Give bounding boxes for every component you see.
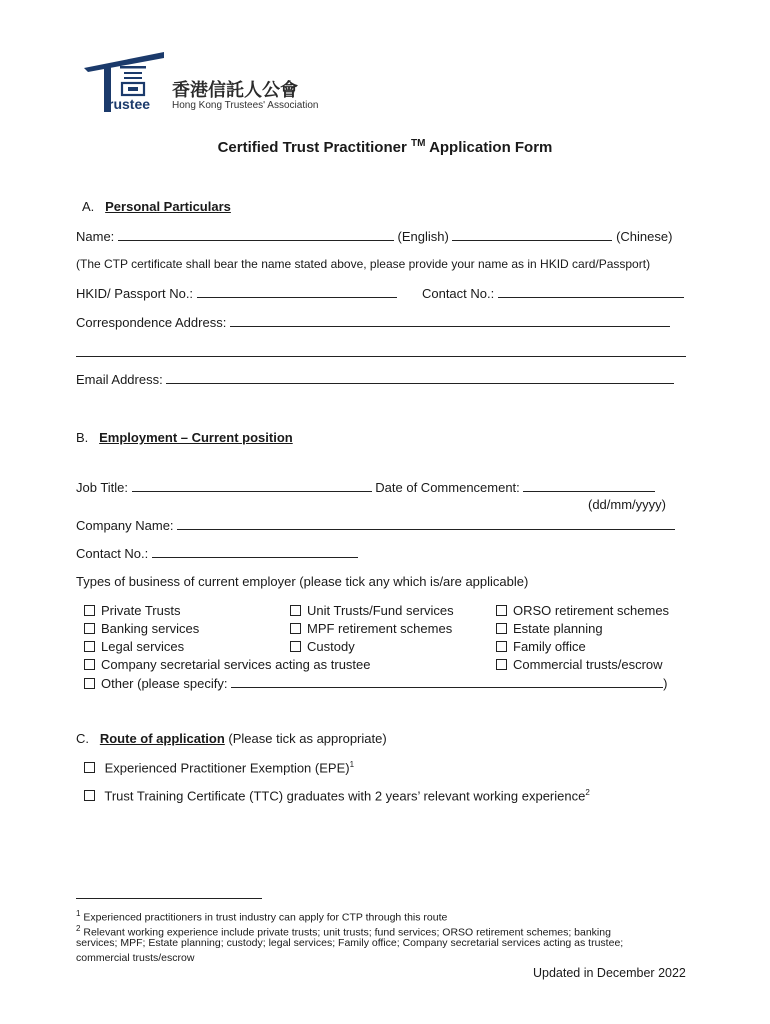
checkbox-icon[interactable] (84, 605, 95, 616)
option-company-secretarial[interactable] (84, 657, 371, 672)
form-title (0, 138, 770, 156)
address-field-2[interactable] (76, 356, 686, 357)
logo-brand-text: rustee (108, 96, 151, 112)
route-epe-label: Experienced Practitioner Exemption (EPE) (104, 760, 350, 776)
logo-chinese-name: 香港信託人公會 (172, 80, 298, 101)
email-label: Email Address: (76, 372, 163, 387)
option-label: Legal services (101, 639, 185, 654)
commencement-label: Date of Commencement: (375, 480, 520, 495)
address-label: Correspondence Address: (76, 315, 227, 330)
updated-date: Updated in December 2022 (533, 966, 686, 980)
section-c-note: (Please tick as appropriate) (228, 731, 387, 746)
section-b-heading (76, 430, 293, 445)
footnote-ref-2: 2 (585, 788, 590, 797)
company-label: Company Name: (76, 518, 174, 533)
footnote-1-text: Experienced practitioners in trust industry can apply for CTP through this route (83, 911, 448, 924)
option-commercial[interactable] (496, 657, 663, 672)
section-b-prefix: B. (76, 430, 89, 445)
employer-contact-label: Contact No.: (76, 546, 149, 561)
checkbox-icon[interactable] (84, 623, 95, 634)
commencement-field[interactable] (523, 479, 655, 492)
name-note: (The CTP certificate shall bear the name stated above, please provide your name as in HKID card/Passport) (76, 257, 651, 271)
option-estate[interactable] (496, 621, 603, 636)
form-title-tm: TM (410, 138, 426, 149)
email-field[interactable] (166, 371, 674, 384)
checkbox-icon[interactable] (84, 641, 95, 652)
logo-english-name: Hong Kong Trustees' Association (172, 100, 319, 111)
option-unit-trusts[interactable] (290, 603, 454, 618)
checkbox-icon[interactable] (496, 659, 507, 670)
business-types-prompt: Types of business of current employer (please tick any which is/are applicable) (76, 574, 529, 589)
form-title-suffix: Application Form (429, 139, 553, 156)
option-label: Private Trusts (101, 603, 181, 618)
other-close-paren: ) (663, 676, 668, 691)
option-label: Other (please specify: (101, 676, 228, 691)
company-row (76, 517, 675, 533)
footnote-2-number: 2 (76, 924, 81, 933)
option-custody[interactable] (290, 639, 355, 654)
option-private-trusts[interactable] (84, 603, 180, 618)
footnote-2-line2: services; MPF; Estate planning; custody; legal services; Family office; Company secretarial services acting as trustee; (76, 937, 624, 949)
option-label: Custody (307, 639, 355, 654)
job-title-label: Job Title: (76, 480, 129, 495)
checkbox-icon[interactable] (84, 790, 95, 801)
contact-label: Contact No.: (421, 286, 495, 301)
checkbox-icon[interactable] (84, 659, 95, 670)
footnote-divider (76, 898, 262, 899)
email-row (76, 371, 674, 387)
checkbox-icon[interactable] (496, 623, 507, 634)
option-banking[interactable] (84, 621, 199, 636)
option-label: ORSO retirement schemes (513, 603, 670, 618)
option-orso[interactable] (496, 603, 669, 618)
form-title-main: Certified Trust Practitioner (217, 139, 407, 156)
hkid-label: HKID/ Passport No.: (76, 286, 194, 301)
option-label: Company secretarial services acting as trustee (101, 657, 371, 672)
address-row (76, 314, 670, 330)
checkbox-icon[interactable] (290, 623, 301, 634)
job-title-field[interactable] (132, 479, 372, 492)
route-epe[interactable] (84, 760, 354, 775)
option-label: Commercial trusts/escrow (513, 657, 663, 672)
checkbox-icon[interactable] (496, 605, 507, 616)
name-row (76, 228, 672, 244)
section-a-prefix: A. (82, 199, 95, 214)
contact-field[interactable] (498, 285, 684, 298)
other-specify-field[interactable] (231, 675, 663, 688)
footnote-1-number: 1 (76, 909, 81, 918)
date-format-hint: (dd/mm/yyyy) (588, 497, 666, 512)
company-field[interactable] (177, 517, 675, 530)
route-ttc[interactable] (84, 788, 590, 803)
option-legal[interactable] (84, 639, 184, 654)
name-label: Name: (76, 229, 115, 244)
option-other[interactable] (84, 675, 667, 691)
checkbox-icon[interactable] (84, 762, 95, 773)
checkbox-icon[interactable] (84, 678, 95, 689)
section-c-title: Route of application (99, 731, 225, 746)
employer-contact-row (76, 545, 358, 561)
name-english-field[interactable] (118, 228, 394, 241)
name-chinese-field[interactable] (452, 228, 612, 241)
route-ttc-label: Trust Training Certificate (TTC) graduates with 2 years’ relevant working experience (104, 788, 586, 804)
option-label: Family office (513, 639, 586, 654)
section-b-title: Employment – Current position (99, 430, 293, 445)
hkid-field[interactable] (197, 285, 397, 298)
english-label: (English) (397, 229, 449, 244)
checkbox-icon[interactable] (290, 605, 301, 616)
footnote-ref-1: 1 (349, 760, 355, 769)
option-family-office[interactable] (496, 639, 586, 654)
section-a-title: Personal Particulars (105, 199, 231, 214)
address-field-1[interactable] (230, 314, 670, 327)
option-label: MPF retirement schemes (307, 621, 453, 636)
section-c-prefix: C. (76, 731, 89, 746)
section-a-heading (82, 199, 231, 214)
option-mpf[interactable] (290, 621, 452, 636)
option-label: Banking services (101, 621, 200, 636)
checkbox-icon[interactable] (290, 641, 301, 652)
section-c-heading (76, 731, 387, 746)
hkid-row (76, 285, 684, 301)
chinese-label: (Chinese) (616, 229, 673, 244)
option-label: Estate planning (513, 621, 603, 636)
option-label: Unit Trusts/Fund services (307, 603, 454, 618)
employer-contact-field[interactable] (152, 545, 358, 558)
footnote-2-text-line1: Relevant working experience include private trusts; unit trusts; fund services; ORSO retirement schemes; banking (83, 926, 611, 939)
footnote-2-line3: commercial trusts/escrow (76, 952, 195, 964)
checkbox-icon[interactable] (496, 641, 507, 652)
association-logo (84, 52, 344, 122)
job-row (76, 479, 655, 495)
